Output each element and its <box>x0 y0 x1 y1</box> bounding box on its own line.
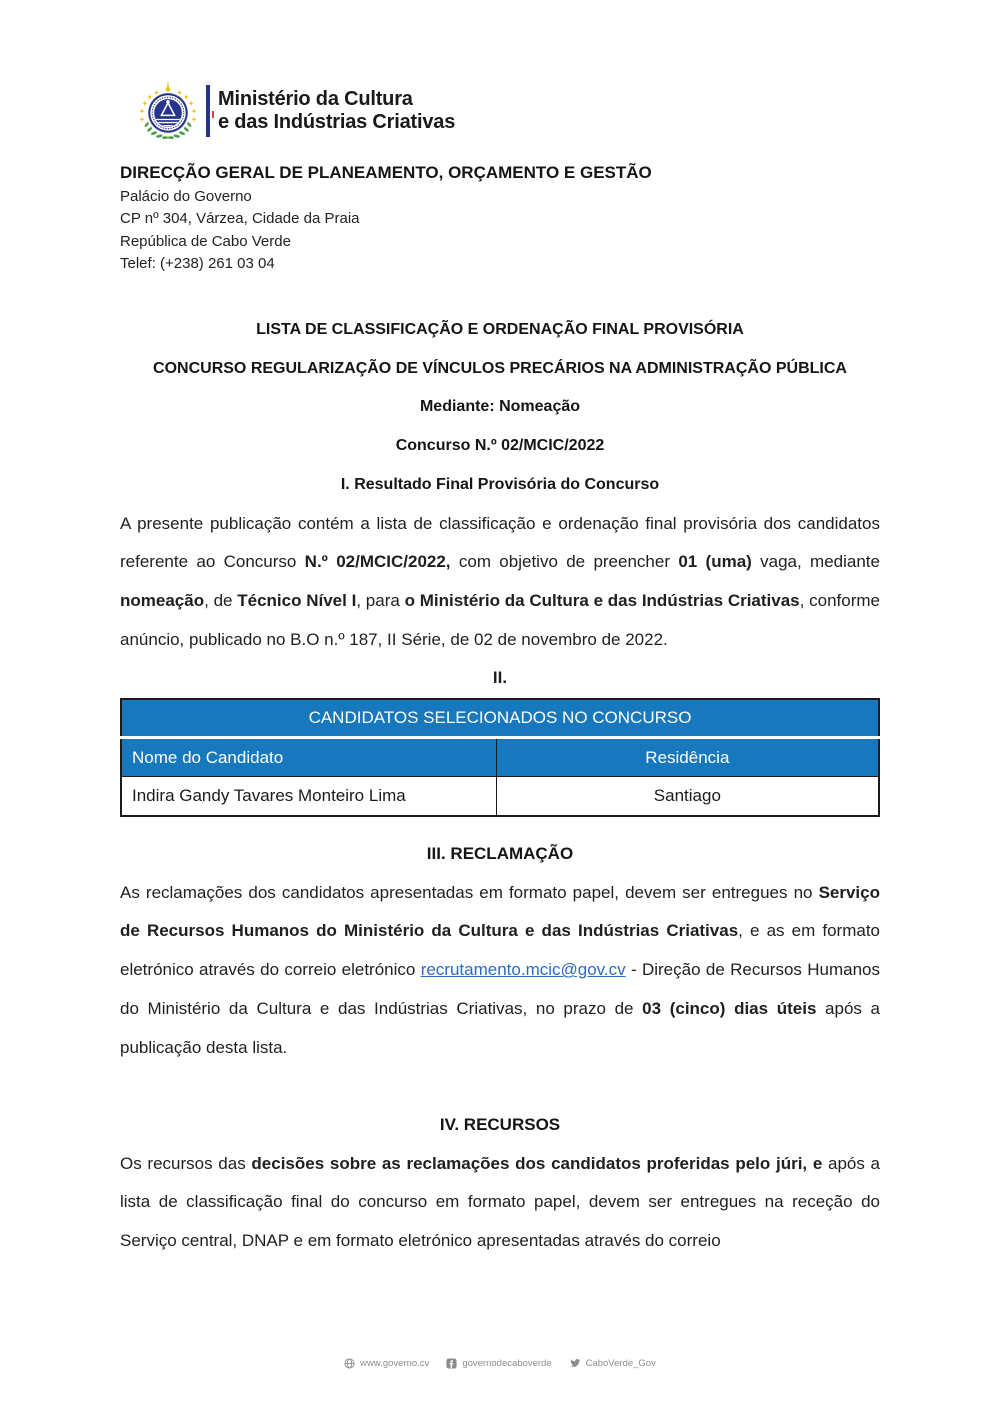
letterhead <box>136 82 455 140</box>
doc-subtitle-concurso: Concurso N.º 02/MCIC/2022 <box>395 437 605 455</box>
footer-twitter-text: CaboVerde_Gov <box>585 1357 656 1369</box>
candidate-name-cell: Indira Gandy Tavares Monteiro Lima <box>121 777 496 817</box>
footer-facebook-text: governodecaboverde <box>462 1357 552 1369</box>
bold-text-run: N.º 02/MCIC/2022, <box>304 552 451 572</box>
document-body <box>120 311 880 1261</box>
table-row <box>121 777 879 817</box>
address-line: CP nº 304, Várzea, Cidade da Praia <box>120 210 360 228</box>
address-line: Palácio do Governo <box>120 188 252 205</box>
candidate-residence-cell: Santiago <box>496 777 879 817</box>
doc-title-line2: CONCURSO REGULARIZAÇÃO DE VÍNCULOS PRECÁRIOS NA ADMINISTRAÇÃO PÚBLICA <box>153 359 847 377</box>
text-run: Os recursos das <box>120 1153 252 1173</box>
ministry-name-line1: Ministério da Cultura <box>218 87 413 110</box>
text-run: , para <box>356 590 405 610</box>
bold-text-run: Técnico Nível I <box>237 590 357 610</box>
page-footer <box>0 1357 1000 1369</box>
logo-red-mark <box>212 111 215 118</box>
text-run: A presente publicação contém a lista de classificação e ordenação final provisória dos candidatos referente ao Concurso <box>120 513 880 572</box>
text-run: após a lista de classificação final do concurso em formato papel, devem ser entregues na receção do Serviço central, DNAP e em formato eletrónico apresentadas através do correio <box>120 1153 880 1251</box>
text-run: , conforme anúncio, publicado no B.O n.º 187, II Série, de 02 de novembro de 2022. <box>120 590 880 649</box>
cabo-verde-emblem-icon <box>136 82 200 140</box>
text-run: vaga, mediante <box>751 552 880 572</box>
text-run: As reclamações dos candidatos apresentadas em formato papel, devem ser entregues no <box>120 882 819 902</box>
column-header-residencia: Residência <box>496 738 879 777</box>
text-run: , e as em formato eletrónico através do correio eletrónico <box>120 921 881 980</box>
section-2-label: II. <box>492 668 508 688</box>
email-link[interactable]: recrutamento.mcic@gov.cv <box>420 960 626 980</box>
twitter-icon <box>569 1357 581 1369</box>
ministry-name <box>218 88 455 135</box>
facebook-icon <box>446 1358 457 1369</box>
doc-title-line1: LISTA DE CLASSIFICAÇÃO E ORDENAÇÃO FINAL PROVISÓRIA <box>256 321 744 338</box>
ministry-name-line2: e das Indústrias Criativas <box>218 111 456 133</box>
footer-website <box>344 1358 429 1369</box>
logo-divider-bar <box>206 85 210 137</box>
recursos-paragraph <box>120 1145 880 1261</box>
footer-website-text: www.governo.cv <box>360 1357 430 1369</box>
table-title: CANDIDATOS SELECIONADOS NO CONCURSO <box>121 699 879 738</box>
footer-facebook <box>446 1358 551 1369</box>
section-4-heading: IV. RECURSOS <box>439 1114 561 1134</box>
text-run: após a publicação desta lista. <box>120 998 881 1057</box>
intro-paragraph <box>120 505 880 660</box>
footer-twitter <box>569 1357 656 1369</box>
text-run: com objetivo de preencher <box>450 552 679 572</box>
department-name: DIRECÇÃO GERAL DE PLANEAMENTO, ORÇAMENTO E GESTÃO <box>120 163 652 182</box>
bold-text-run: 01 (uma) <box>678 552 752 572</box>
bold-text-run: o Ministério da Cultura e das Indústrias Criativas <box>404 590 800 610</box>
reclamacao-paragraph <box>120 874 880 1068</box>
table-header-row <box>121 738 879 777</box>
bold-text-run: nomeação <box>120 590 205 610</box>
address-block <box>120 160 652 276</box>
column-header-nome: Nome do Candidato <box>121 738 496 777</box>
text-run: , de <box>204 590 238 610</box>
text-run: - Direção de Recursos Humanos do Ministério da Cultura e das Indústrias Criativas, no prazo de <box>120 960 880 1018</box>
table-title-row <box>121 699 879 738</box>
globe-icon <box>344 1358 355 1369</box>
address-line: República de Cabo Verde <box>120 232 291 250</box>
section-1-heading: I. Resultado Final Provisória do Concurso <box>340 475 660 493</box>
document-titles <box>120 311 880 505</box>
bold-text-run: decisões sobre as reclamações dos candidatos proferidas pelo júri, e <box>251 1153 823 1173</box>
bold-text-run: 03 (cinco) dias úteis <box>642 998 817 1018</box>
candidates-table <box>120 698 880 817</box>
phone-line: Telef: (+238) 261 03 04 <box>120 255 275 273</box>
section-3-heading: III. RECLAMAÇÃO <box>426 844 574 864</box>
bold-text-run: Serviço de Recursos Humanos do Ministério da Cultura e das Indústrias Criativas <box>120 882 880 941</box>
doc-subtitle-mediante: Mediante: Nomeação <box>419 398 581 416</box>
